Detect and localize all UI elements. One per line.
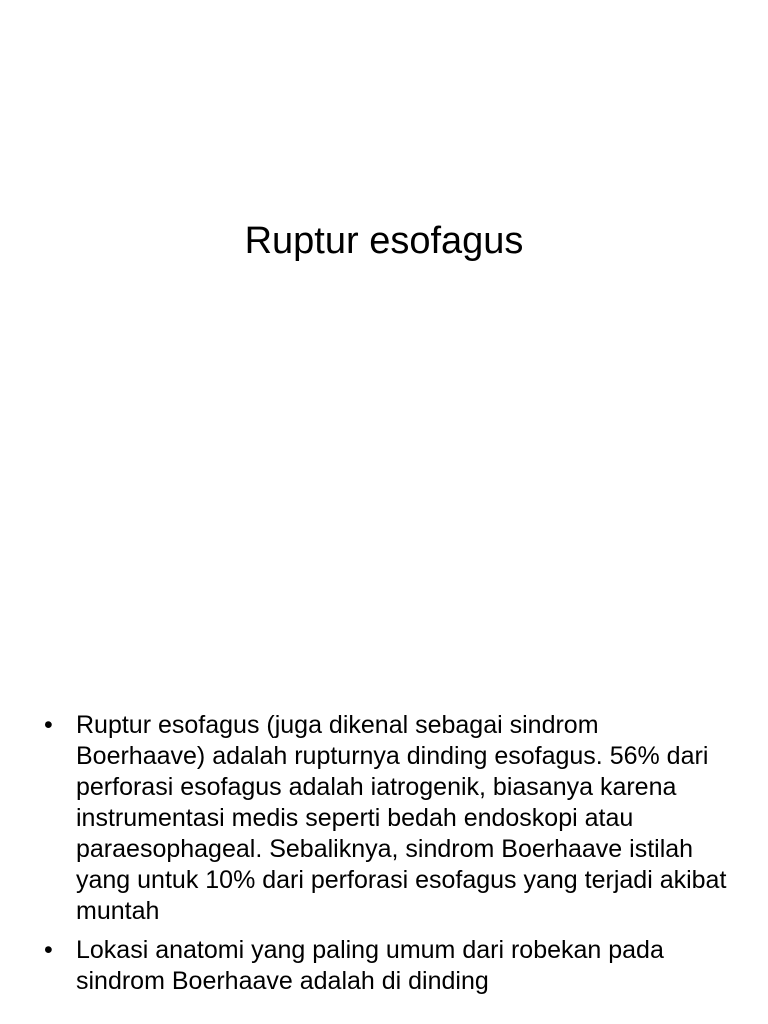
bullet-list	[44, 710, 734, 1005]
slide-title: Ruptur esofagus	[244, 220, 524, 262]
bullet-item	[44, 935, 734, 997]
bullet-dot-icon: •	[44, 711, 53, 739]
bullet-text: Ruptur esofagus (juga dikenal sebagai sindrom Boerhaave) adalah rupturnya dinding esofagus. 56% dari perforasi esofagus adalah iatrogenik, biasanya karena instrumentasi medis seperti bedah endoskopi atau paraesophageal. Sebaliknya, sindrom Boerhaave istilah yang untuk 10% dari perforasi esofagus yang terjadi akibat muntah	[76, 711, 727, 925]
bullet-dot-icon: •	[44, 936, 53, 964]
bullet-item	[44, 710, 734, 927]
bullet-text: Lokasi anatomi yang paling umum dari robekan pada sindrom Boerhaave adalah di dinding	[76, 936, 664, 995]
